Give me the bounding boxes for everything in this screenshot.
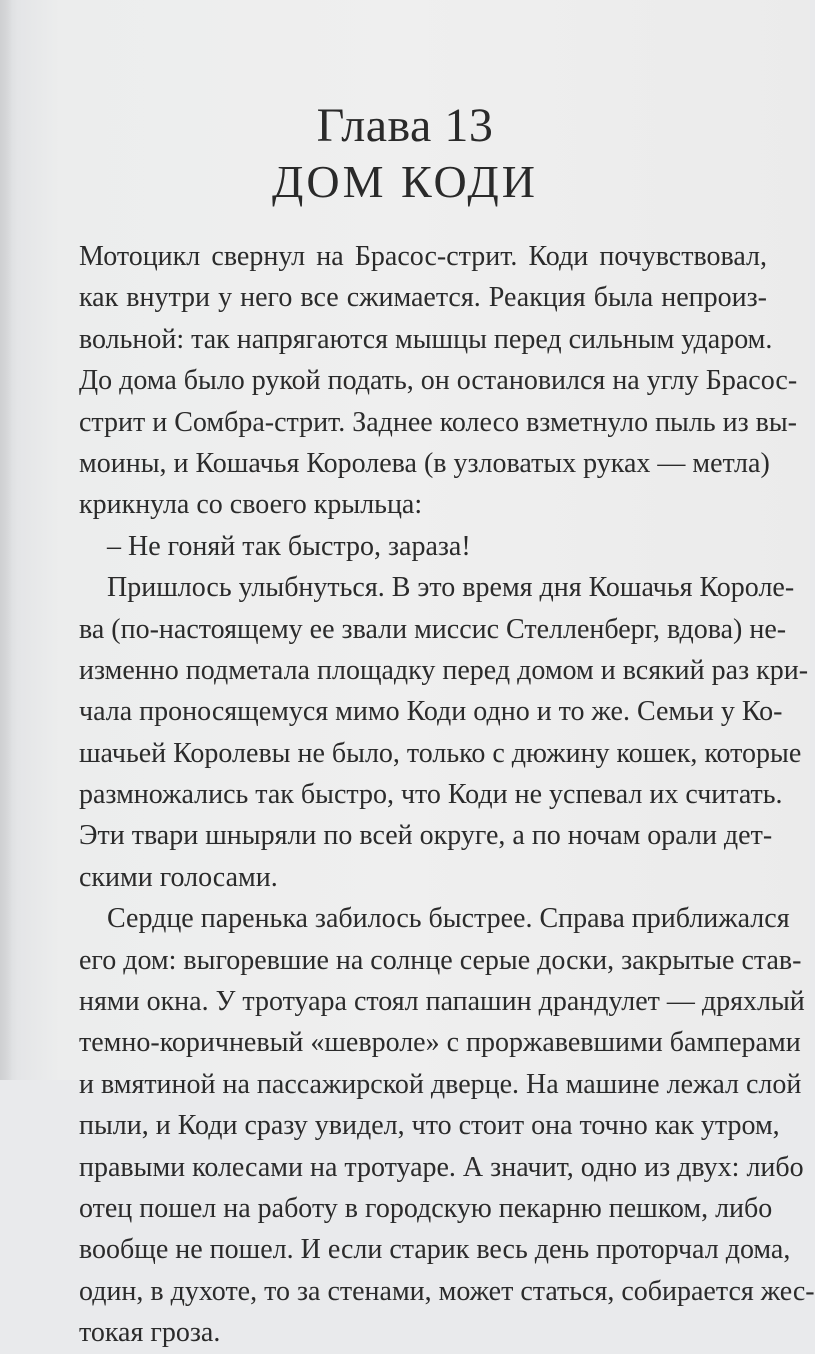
body-text <box>79 236 815 1354</box>
text-line: и вмятиной на пассажирской дверце. На машине лежал слой <box>79 1068 802 1100</box>
text-line: Мотоцикл свернул на Брасос-стрит. Коди почувствовал, <box>79 241 767 272</box>
text-line: вольной: так напрягаются мышцы перед сильным ударом. <box>79 323 773 355</box>
text-line: токая гроза. <box>79 1317 221 1349</box>
chapter-number: Глава 13 <box>316 99 494 152</box>
text-line: изменно подметала площадку перед домом и всякий раз кри- <box>79 654 809 686</box>
text-line: вообще не пошел. И если старик весь день проторчал дома, <box>79 1234 791 1266</box>
text-line: один, в духоте, то за стенами, может статься, собирается жес- <box>79 1275 815 1307</box>
text-line: стрит и Сомбра-стрит. Заднее колесо взметнуло пыль из вы- <box>79 406 798 438</box>
text-line: как внутри у него все сжимается. Реакция была непроиз- <box>79 282 767 314</box>
text-line: ва (по-настоящему ее звали миссис Стелленберг, вдова) не- <box>79 613 787 645</box>
text-line: моины, и Кошачья Королева (в узловатых руках — метла) <box>79 447 770 479</box>
text-line: чала проносящемуся мимо Коди одно и то же. Семьи у Ко- <box>79 696 783 728</box>
text-line: крикнула со своего крыльца: <box>79 489 423 521</box>
text-line: скими голосами. <box>79 861 278 893</box>
text-line: темно-коричневый «шевроле» с проржавевшими бамперами <box>79 1027 801 1059</box>
chapter-title: ДОМ КОДИ <box>271 156 539 207</box>
text-line: отец пошел на работу в городскую пекарню пешком, либо <box>79 1192 773 1224</box>
text-line: правыми колесами на тротуаре. А значит, одно из двух: либо <box>79 1151 804 1183</box>
text-line: Эти твари шныряли по всей округе, а по ночам орали дет- <box>79 820 773 852</box>
text-line: нями окна. У тротуара стоял папашин драндулет — дряхлый <box>79 986 805 1018</box>
text-line: До дома было рукой подать, он остановился на углу Брасос- <box>79 365 798 397</box>
text-line: пыли, и Коди сразу увидел, что стоит она точно как утром, <box>79 1110 780 1142</box>
text-line: Пришлось улыбнуться. В это время дня Кошачья Короле- <box>107 572 795 604</box>
text-line: его дом: выгоревшие на солнце серые доски, закрытые став- <box>79 944 802 976</box>
dialogue-line: – Не гоняй так быстро, зараза! <box>107 530 471 562</box>
text-line: размножались так быстро, что Коди не успевал их считать. <box>79 779 783 811</box>
text-line: шачьей Королевы не было, только с дюжину кошек, которые <box>79 737 802 769</box>
text-line: Сердце паренька забилось быстрее. Справа приближался <box>107 903 790 935</box>
